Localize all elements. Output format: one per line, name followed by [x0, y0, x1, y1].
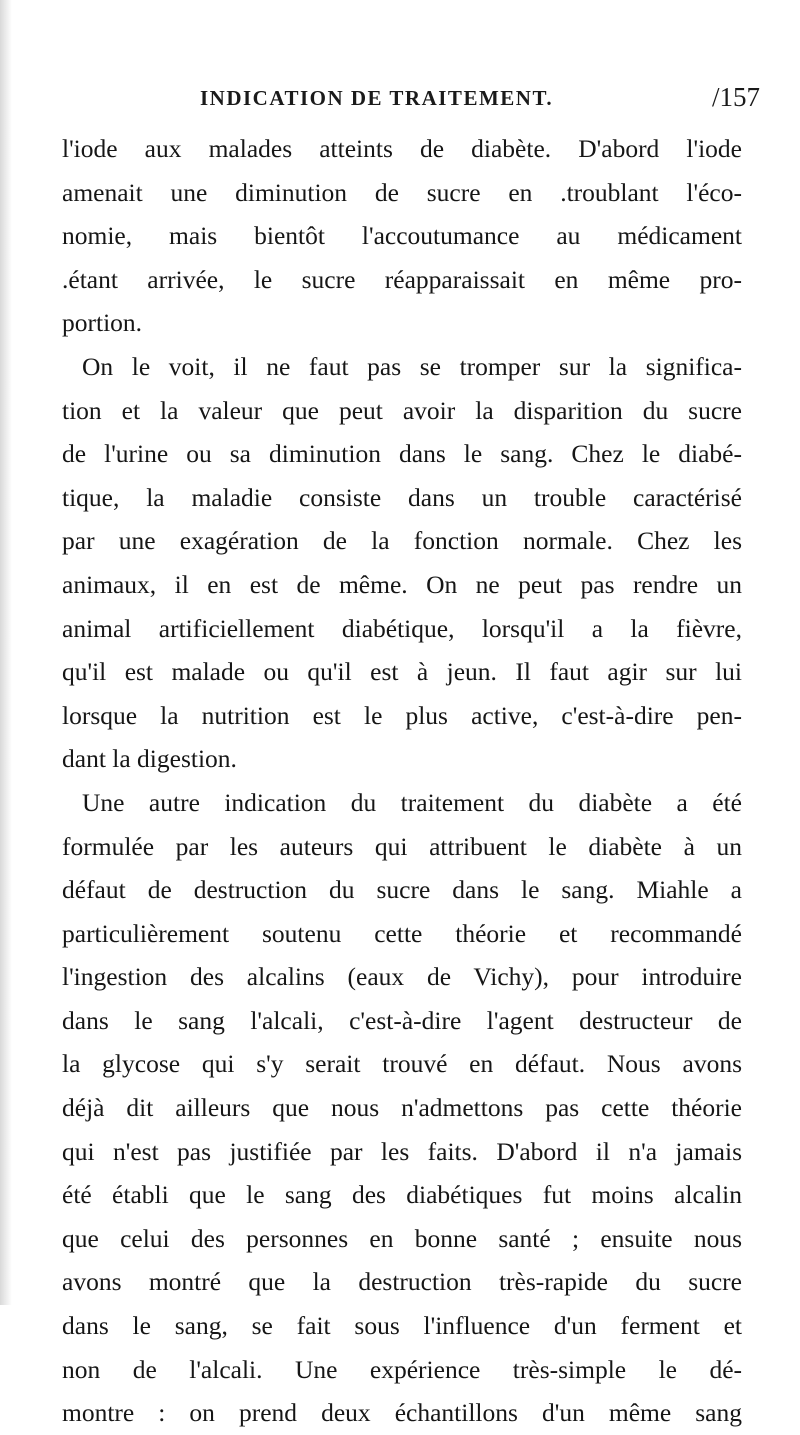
text-line: que celui des personnes en bonne santé ; ensuite nous — [62, 1223, 742, 1253]
body-text — [62, 127, 742, 1435]
text-line: dant la digestion. — [62, 744, 237, 774]
text-line: par une exagération de la fonction normale. Chez les — [62, 526, 742, 556]
text-line: la glycose qui s'y serait trouvé en défaut. Nous avons — [62, 1049, 742, 1079]
text-line: tique, la maladie consiste dans un trouble caractérisé — [62, 482, 742, 512]
text-line: animaux, il en est de même. On ne peut pas rendre un — [62, 569, 742, 599]
text-line: .étant arrivée, le sucre réapparaissait en même pro- — [62, 264, 742, 294]
text-line: l'ingestion des alcalins (eaux de Vichy), pour introduire — [62, 962, 742, 992]
text-line: dans le sang l'alcali, c'est-à-dire l'agent destructeur de — [62, 1005, 742, 1035]
page-header — [200, 82, 760, 116]
text-line: particulièrement soutenu cette théorie et recommandé — [62, 918, 742, 948]
text-line: formulée par les auteurs qui attribuent le diabète à un — [62, 831, 742, 861]
text-line: Une autre indication du traitement du diabète a été — [82, 787, 742, 817]
text-line: amenait une diminution de sucre en .troublant l'éco- — [62, 177, 742, 207]
text-line: non de l'alcali. Une expérience très-simple le dé- — [62, 1354, 742, 1384]
text-line: de l'urine ou sa diminution dans le sang. Chez le diabé- — [62, 439, 742, 469]
text-line: l'iode aux malades atteints de diabète. D'abord l'iode — [62, 134, 742, 163]
text-line: portion. — [62, 308, 143, 338]
text-line: animal artificiellement diabétique, lorsqu'il a la fièvre, — [62, 613, 742, 643]
text-line: dans le sang, se fait sous l'influence d'un ferment et — [62, 1311, 742, 1341]
text-line: qui n'est pas justifiée par les faits. D'abord il n'a jamais — [62, 1136, 742, 1166]
text-line: déjà dit ailleurs que nous n'admettons pas cette théorie — [62, 1093, 742, 1123]
text-line: montre : on prend deux échantillons d'un même sang — [62, 1398, 742, 1428]
page-number: /157 — [711, 82, 760, 112]
text-line: tion et la valeur que peut avoir la disparition du sucre — [62, 395, 742, 425]
text-line: On le voit, il ne faut pas se tromper sur la significa- — [82, 351, 742, 381]
text-line: nomie, mais bientôt l'accoutumance au médicament — [62, 221, 742, 251]
running-title: INDICATION DE TRAITEMENT. — [200, 86, 554, 110]
page-spine-shadow — [0, 0, 12, 1305]
text-line: été établi que le sang des diabétiques fut moins alcalin — [62, 1180, 742, 1210]
text-line: lorsque la nutrition est le plus active, c'est-à-dire pen- — [62, 700, 742, 730]
text-line: qu'il est malade ou qu'il est à jeun. Il faut agir sur lui — [62, 657, 742, 687]
text-line: défaut de destruction du sucre dans le sang. Miahle a — [62, 875, 742, 905]
text-line: avons montré que la destruction très-rapide du sucre — [62, 1267, 742, 1297]
